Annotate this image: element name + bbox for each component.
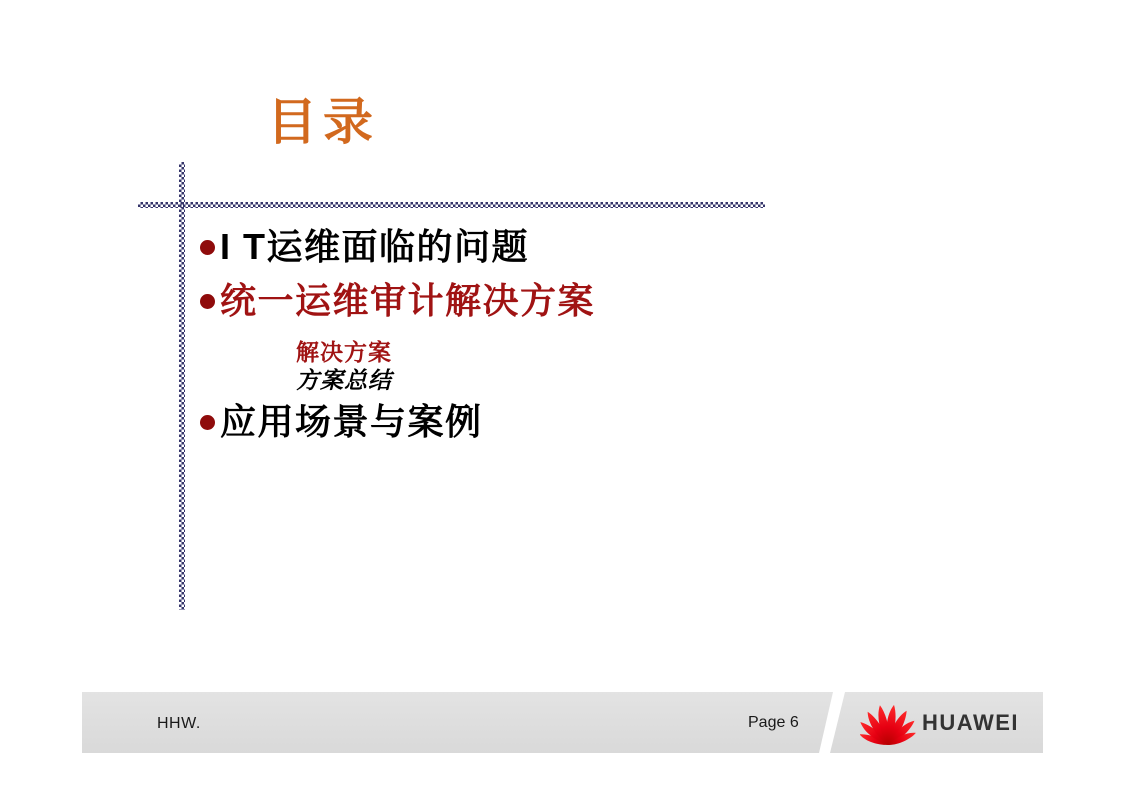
toc-item-1 [200, 226, 529, 268]
toc-item-label: 应用场景与案例 [220, 401, 483, 442]
toc-item-3 [200, 401, 483, 443]
huawei-flower-icon [860, 700, 916, 746]
vertical-divider [179, 162, 185, 610]
bullet-icon [200, 240, 215, 255]
toc-item-label: 统一运维审计解决方案 [220, 280, 596, 321]
bullet-icon [200, 415, 215, 430]
toc-item-label: I T运维面临的问题 [220, 226, 529, 267]
huawei-wordmark: HUAWEI [922, 710, 1019, 735]
footer-author: HHW. [157, 715, 201, 732]
toc-item-2 [200, 280, 595, 322]
toc-subitem-2: 方案总结 [296, 367, 392, 394]
bullet-icon [200, 294, 215, 309]
page-title: 目录 [267, 92, 379, 151]
page-number: Page 6 [748, 714, 799, 731]
horizontal-divider [138, 202, 765, 208]
toc-subitem-1: 解决方案 [296, 339, 392, 365]
